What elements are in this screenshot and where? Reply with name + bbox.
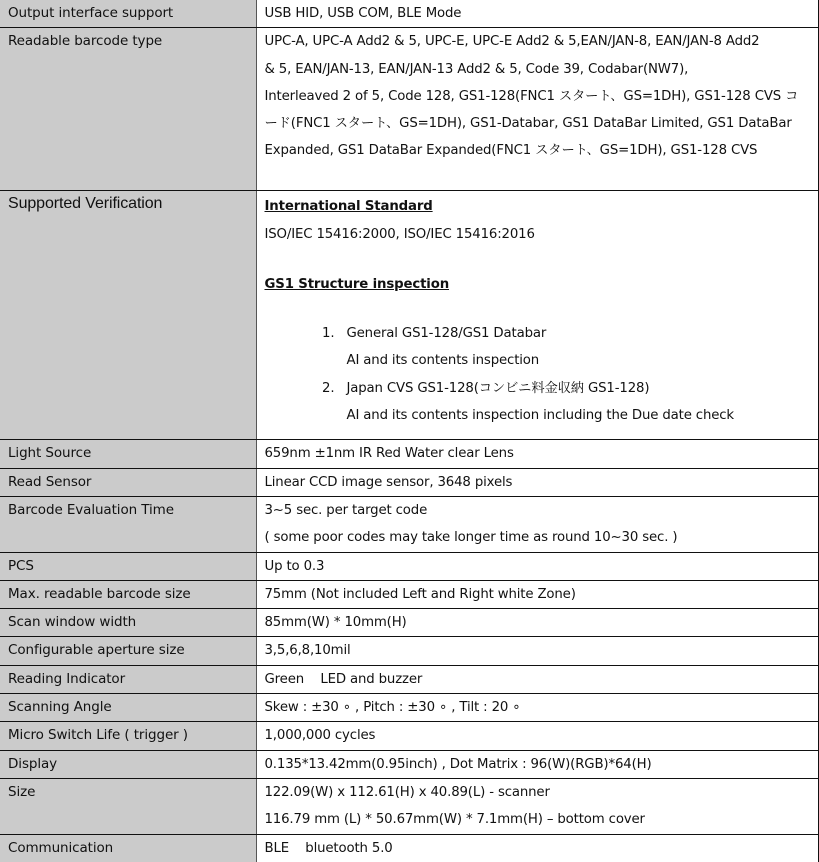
row-value: Linear CCD image sensor, 3648 pixels [256,468,819,496]
row-read-sensor [0,468,819,496]
row-switch-life [0,722,819,750]
row-aperture-size [0,637,819,665]
row-value [256,191,819,440]
inspection-list [265,320,818,429]
row-supported-verification [0,191,819,440]
row-value: UPC-A, UPC-A Add2 & 5, UPC-E, UPC-E Add2 & 5,EAN/JAN-8, EAN/JAN-8 Add2 & 5, EAN/JAN-13, EAN/JAN-13 Add2 & 5, Code 39, Codabar(NW7), Interleaved 2 of 5, Code 128, GS1-128(FNC1 スタート、GS=1DH), GS1-128 CVS コ ード(FNC1 スタート、GS=1DH), GS1-Databar, GS1 DataBar Limited, GS1 DataBar Expanded, GS1 DataBar Expanded(FNC1 スタート、GS=1DH), GS1-128 CVS [256,28,819,191]
row-communication [0,834,819,862]
row-label: Reading Indicator [0,665,256,693]
row-value: Skew : ±30 ∘ , Pitch : ±30 ∘ , Tilt : 20 ∘ [256,694,819,722]
intl-standard-value: ISO/IEC 15416:2000, ISO/IEC 15416:2016 [264,226,535,242]
row-value: 75mm (Not included Left and Right white Zone) [256,580,819,608]
row-value: 85mm(W) * 10mm(H) [256,609,819,637]
gs1-heading: GS1 Structure inspection [264,276,450,292]
row-pcs [0,552,819,580]
row-output-interface [0,0,819,28]
row-value: 3~5 sec. per target code ( some poor codes may take longer time as round 10~30 sec. ) [256,496,819,552]
row-evaluation-time [0,496,819,552]
row-label: PCS [0,552,256,580]
list-item: 2. Japan CVS GS1-128(コンビニ料金収納 GS1-128) AI and its contents inspection including the Due date check [339,375,818,430]
intl-standard-heading: International Standard [264,199,433,215]
row-size [0,778,819,834]
list-item: 1. General GS1-128/GS1 Databar AI and its contents inspection [339,320,818,375]
row-label: Supported Verification [0,191,256,440]
row-scanning-angle [0,694,819,722]
row-value: 3,5,6,8,10mil [256,637,819,665]
row-label: Communication [0,834,256,862]
row-label: Barcode Evaluation Time [0,496,256,552]
row-value: Up to 0.3 [256,552,819,580]
row-value: 0.135*13.42mm(0.95inch) , Dot Matrix : 96(W)(RGB)*64(H) [256,750,819,778]
row-value: BLE bluetooth 5.0 [256,834,819,862]
row-label: Light Source [0,440,256,468]
row-value: 122.09(W) x 112.61(H) x 40.89(L) - scanner 116.79 mm (L) * 50.67mm(W) * 7.1mm(H) – bottom cover [256,778,819,834]
row-label: Max. readable barcode size [0,580,256,608]
row-label: Scan window width [0,609,256,637]
row-label: Display [0,750,256,778]
row-max-barcode-size [0,580,819,608]
row-label: Micro Switch Life ( trigger ) [0,722,256,750]
row-readable-barcode-type [0,28,819,191]
row-value: Green LED and buzzer [256,665,819,693]
row-reading-indicator [0,665,819,693]
row-label: Read Sensor [0,468,256,496]
row-label: Output interface support [0,0,256,28]
row-label: Readable barcode type [0,28,256,191]
row-light-source [0,440,819,468]
row-label: Scanning Angle [0,694,256,722]
row-value: 659nm ±1nm IR Red Water clear Lens [256,440,819,468]
row-label: Configurable aperture size [0,637,256,665]
row-display [0,750,819,778]
row-label: Size [0,778,256,834]
row-scan-window [0,609,819,637]
row-value: 1,000,000 cycles [256,722,819,750]
row-value: USB HID, USB COM, BLE Mode [256,0,819,28]
